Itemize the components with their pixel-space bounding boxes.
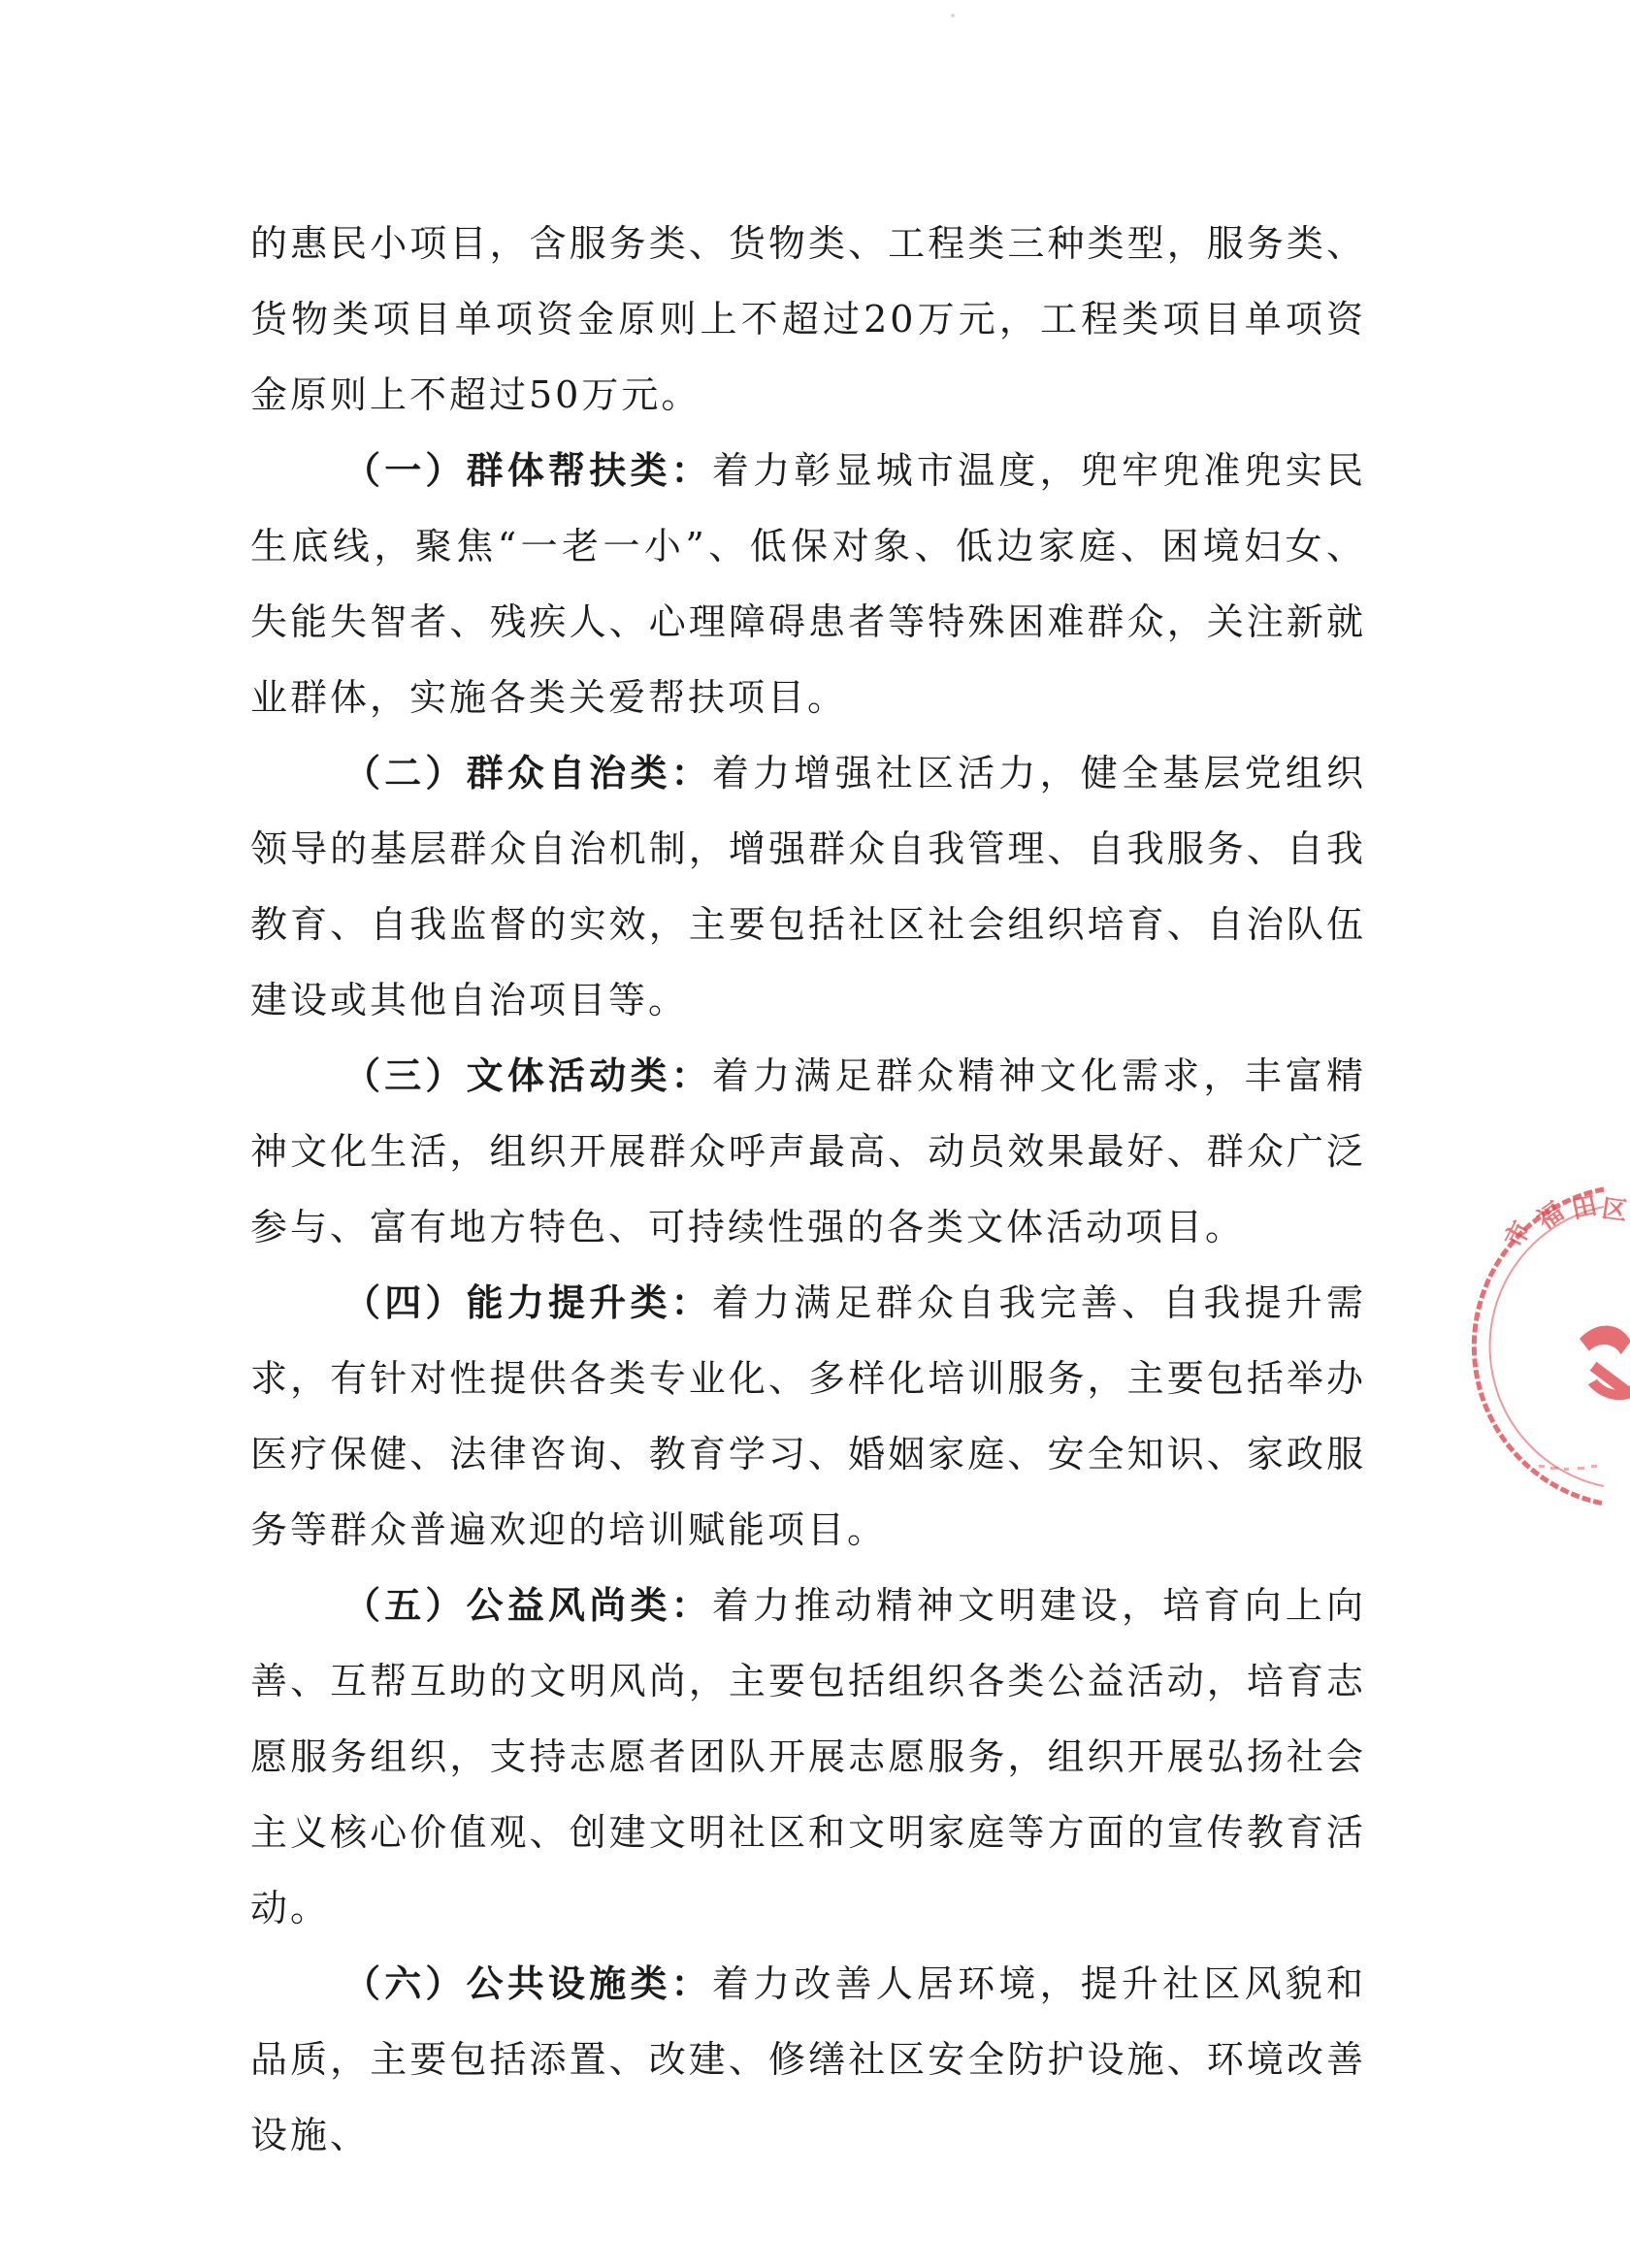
section-paragraph-6 bbox=[250, 1946, 1366, 2173]
section-heading-6: （六）公共设施类： bbox=[343, 1961, 712, 2005]
section-heading-3: （三）文体活动类： bbox=[343, 1053, 712, 1097]
section-paragraph-2 bbox=[250, 735, 1366, 1038]
section-body-1: 着力彰显城市温度，兜牢兜准兜实民生底线，聚焦“一老一小”、低保对象、低边家庭、困境妇女、失能失智者、残疾人、心理障碍患者等特殊困难群众，关注新就业群体，实施各类关爱帮扶项目。 bbox=[250, 449, 1366, 719]
section-body-2: 着力增强社区活力，健全基层党组织领导的基层群众自治机制，增强群众自我管理、自我服务、自我教育、自我监督的实效，主要包括社区社会组织培育、自治队伍建设或其他自治项目等。 bbox=[250, 752, 1366, 1021]
section-heading-2: （二）群众自治类： bbox=[343, 751, 712, 794]
section-body-5: 着力推动精神文明建设，培育向上向善、互帮互助的文明风尚，主要包括组织各类公益活动，培育志愿服务组织，支持志愿者团队开展志愿服务，组织开展弘扬社会主义核心价值观、创建文明社区和文明家庭等方面的宣传教育活动。 bbox=[250, 1584, 1366, 1929]
svg-text:田: 田 bbox=[1569, 1191, 1600, 1225]
svg-text:福: 福 bbox=[1531, 1197, 1570, 1236]
section-paragraph-1 bbox=[250, 433, 1366, 735]
svg-text:市: 市 bbox=[1499, 1216, 1538, 1253]
section-body-3: 着力满足群众精神文化需求，丰富精神文化生活，组织开展群众呼声最高、动员效果最好、群众广泛参与、富有地方特色、可持续性强的各类文体活动项目。 bbox=[250, 1054, 1366, 1248]
svg-text:区: 区 bbox=[1600, 1194, 1629, 1227]
section-body-4: 着力满足群众自我完善、自我提升需求，有针对性提供各类专业化、多样化培训服务，主要包括举办医疗保健、法律咨询、教育学习、婚姻家庭、安全知识、家政服务等群众普遍欢迎的培训赋能项目。 bbox=[250, 1281, 1366, 1551]
section-paragraph-5 bbox=[250, 1568, 1366, 1946]
section-heading-4: （四）能力提升类： bbox=[343, 1280, 712, 1324]
opening-paragraph: 的惠民小项目，含服务类、货物类、工程类三种类型，服务类、货物类项目单项资金原则上不超过20万元，工程类项目单项资金原则上不超过50万元。 bbox=[250, 222, 1366, 416]
section-heading-1: （一）群体帮扶类： bbox=[343, 448, 712, 492]
section-paragraph-4 bbox=[250, 1265, 1366, 1568]
section-body-6: 着力改善人居环境，提升社区风貌和品质，主要包括添置、改建、修缮社区安全防护设施、环境改善设施、 bbox=[250, 1962, 1366, 2156]
document-body bbox=[250, 206, 1366, 2173]
section-heading-5: （五）公益风尚类： bbox=[343, 1583, 712, 1627]
scan-speck bbox=[951, 14, 955, 17]
section-paragraph-3 bbox=[250, 1038, 1366, 1265]
official-seal bbox=[1494, 1182, 1630, 1511]
